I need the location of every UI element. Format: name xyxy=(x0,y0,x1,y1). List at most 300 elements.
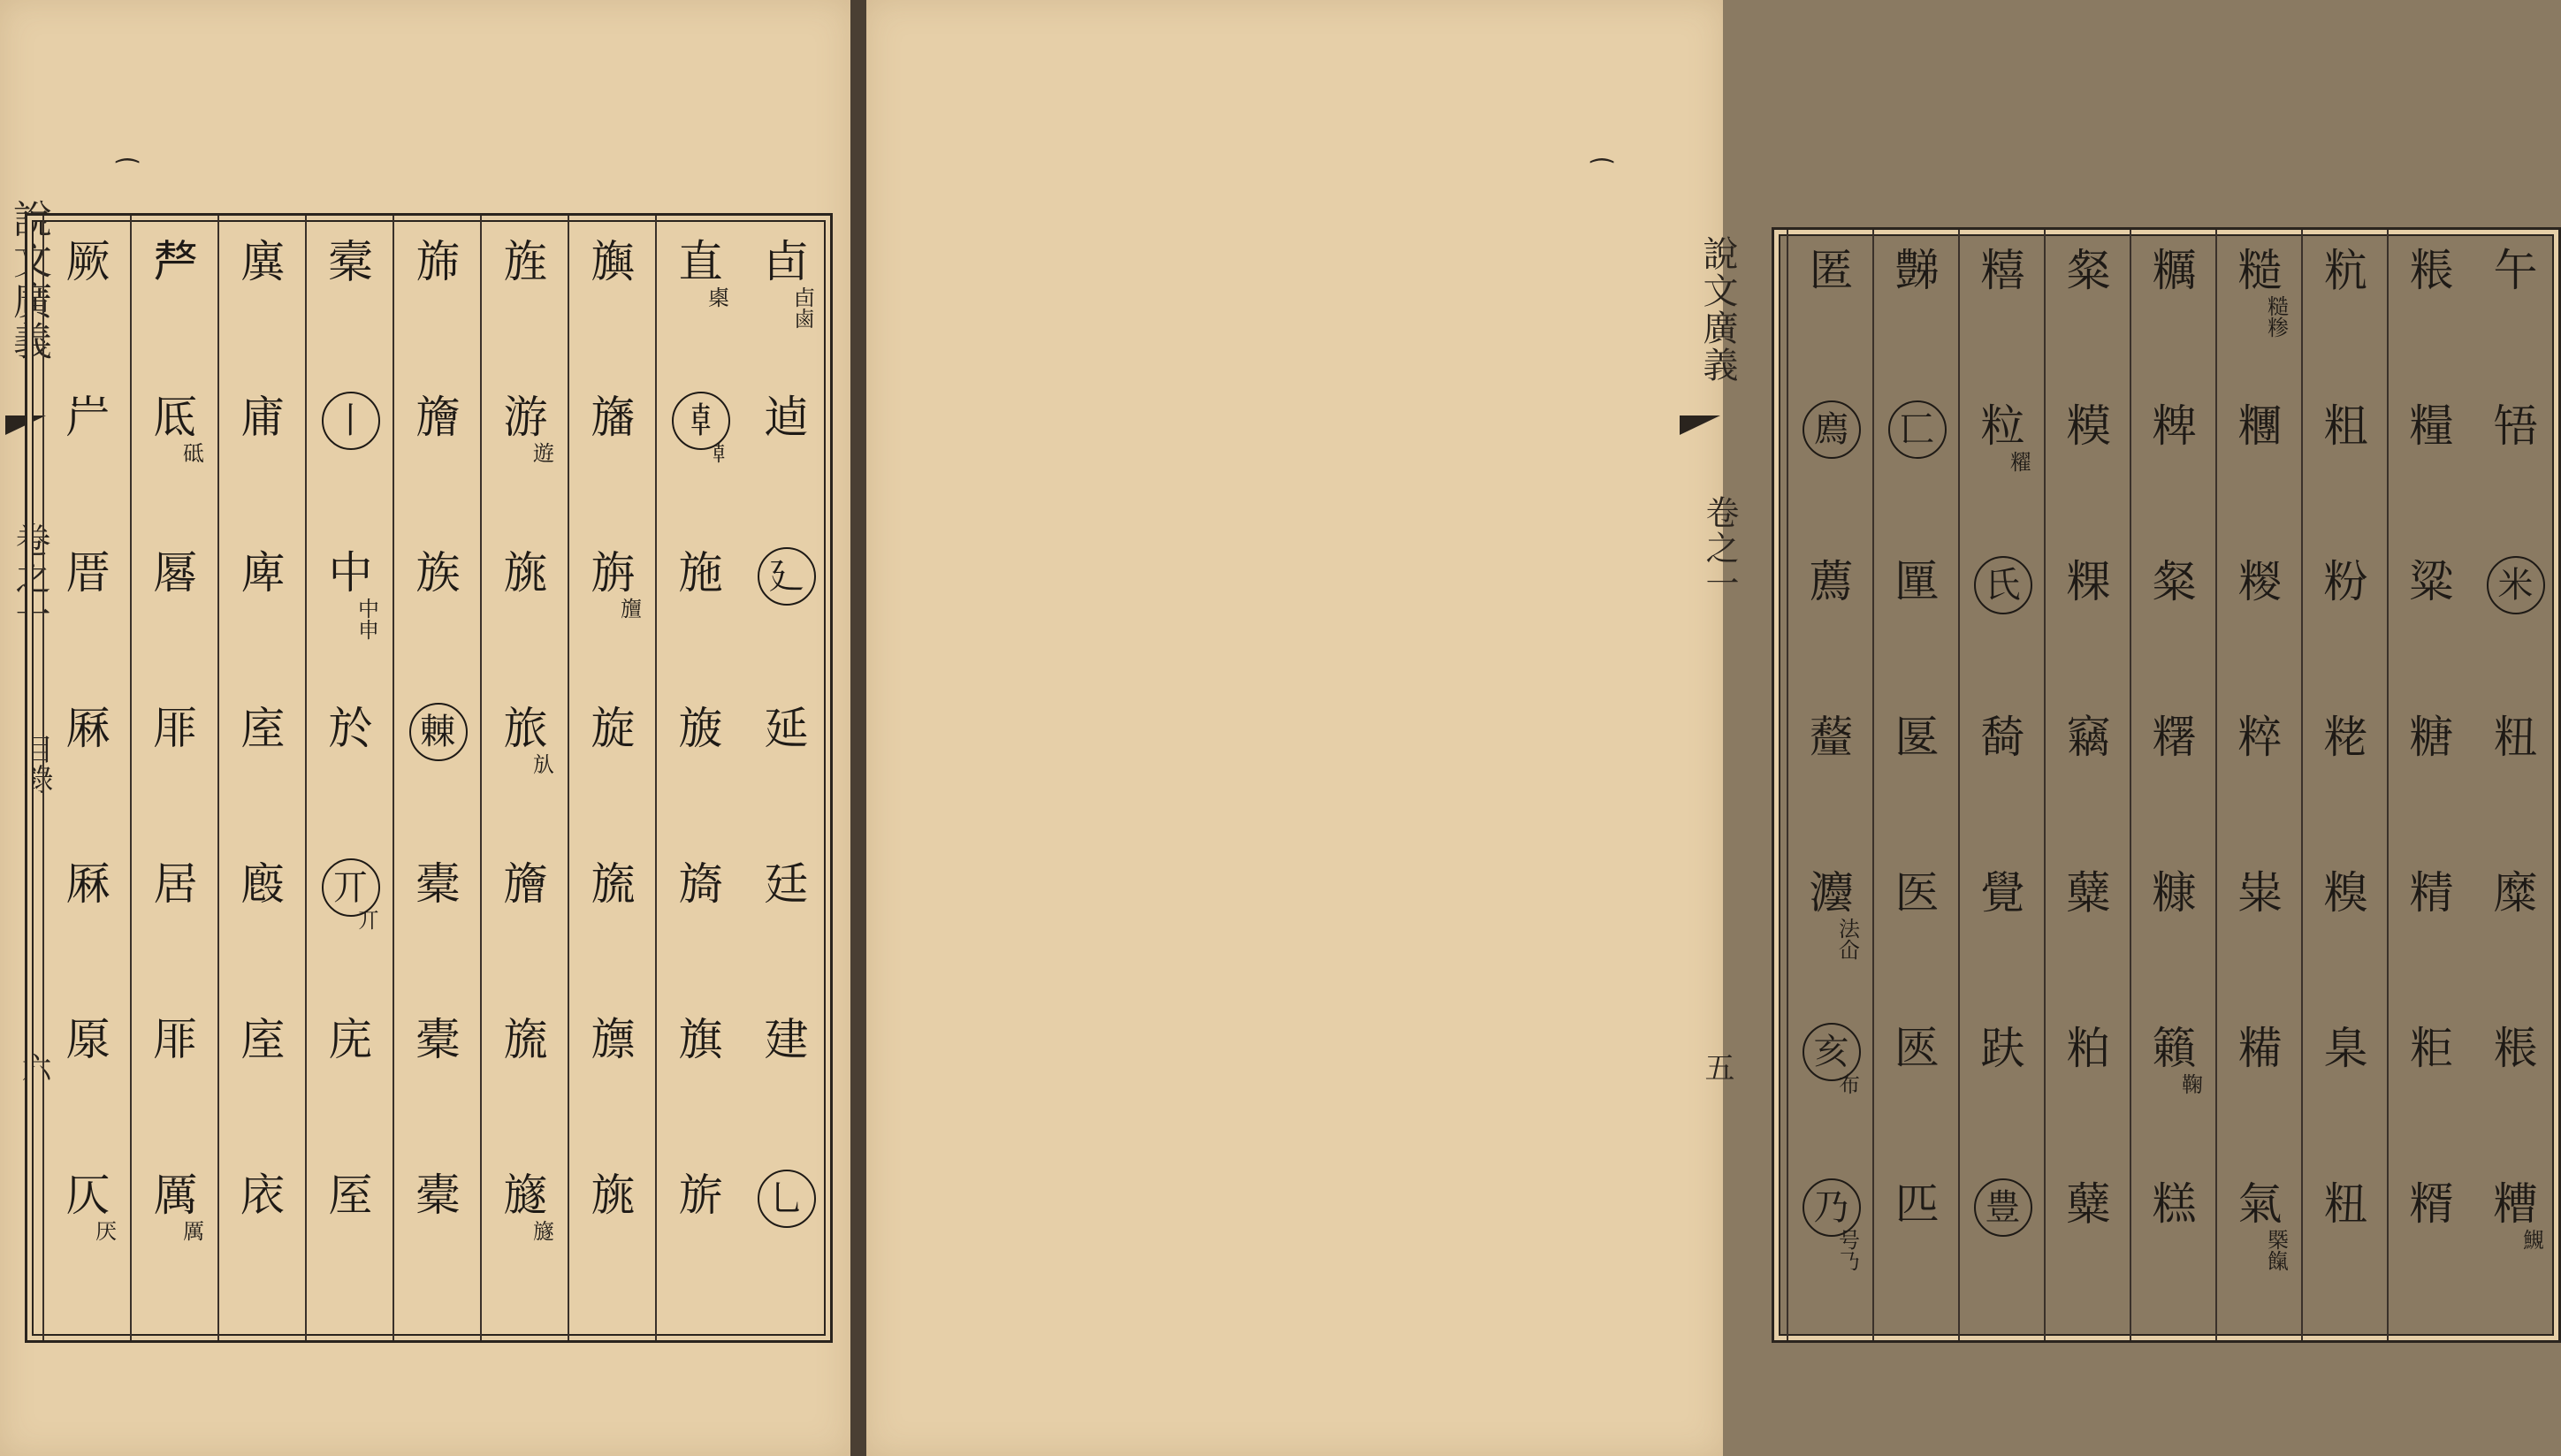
text-column xyxy=(568,216,657,1340)
character-entry xyxy=(394,1169,482,1222)
character-entry xyxy=(2303,1178,2389,1231)
variant-note: 布 xyxy=(1834,1073,1860,1094)
character-entry xyxy=(307,546,394,599)
character-entry xyxy=(657,702,744,755)
character-entry xyxy=(2389,1022,2474,1075)
variant-note: 遊 xyxy=(529,442,554,463)
character: 糈 xyxy=(2409,1178,2454,1230)
right-margin-title: 說文廣義 xyxy=(1697,235,1738,384)
character-entry xyxy=(569,858,657,911)
character-entry xyxy=(2046,866,2131,919)
character: 厡 xyxy=(65,1014,111,1065)
character-entry xyxy=(482,546,569,599)
character: 粗 xyxy=(2323,400,2368,452)
left-margin-volume: 卷之一 xyxy=(10,522,50,633)
character-entry xyxy=(1960,244,2046,297)
variant-note: 号𠄎 xyxy=(1834,1229,1860,1271)
character: 橐 xyxy=(415,858,461,910)
character: 午 xyxy=(2493,245,2538,296)
variant-note: 砥 xyxy=(179,442,204,463)
character: 啎 xyxy=(2493,400,2538,452)
text-column xyxy=(2215,230,2303,1340)
character-entry xyxy=(482,391,569,444)
character-entry xyxy=(743,235,830,288)
text-column xyxy=(2301,230,2389,1340)
character: 旟 xyxy=(591,236,636,287)
character-entry xyxy=(657,1169,744,1222)
character-entry xyxy=(657,546,744,599)
character-entry xyxy=(394,1013,482,1066)
character: 乚 xyxy=(758,1170,816,1228)
character-entry xyxy=(132,235,219,288)
character-entry xyxy=(2046,555,2131,608)
character-entry xyxy=(1874,711,1960,764)
character: 旆 xyxy=(415,236,461,287)
character: 匸 xyxy=(1888,400,1947,459)
character-entry xyxy=(2217,1022,2303,1075)
character: 粱 xyxy=(2409,556,2454,607)
character-entry xyxy=(569,1013,657,1066)
character: 施 xyxy=(678,547,723,598)
character-entry xyxy=(132,1013,219,1066)
character: 粺 xyxy=(2152,400,2197,452)
character: 庑 xyxy=(328,1014,373,1065)
character-entry xyxy=(2473,711,2558,764)
character: 籟 xyxy=(2152,1023,2197,1074)
radical-heading xyxy=(1788,1178,1874,1237)
character-entry xyxy=(1874,244,1960,297)
variant-note: 法仚 xyxy=(1834,918,1860,960)
character: 趺 xyxy=(1980,1023,2025,1074)
character: 粲 xyxy=(2066,245,2111,296)
radical-heading xyxy=(657,391,744,450)
character: 粔 xyxy=(2409,1023,2454,1074)
character: 糕 xyxy=(2152,1178,2197,1230)
left-stitch-mark: ⁀ xyxy=(117,159,139,190)
character: 粩 xyxy=(2323,712,2368,763)
radical-heading xyxy=(307,858,394,917)
variant-note: 卣鹵 xyxy=(789,286,815,329)
character: 覺 xyxy=(1980,867,2025,919)
character: 旞 xyxy=(503,1170,548,1221)
variant-note: 㫃 xyxy=(529,753,554,774)
character: 橐 xyxy=(415,1014,461,1065)
character-entry xyxy=(1874,866,1960,919)
character-entry xyxy=(2046,244,2131,297)
character-entry xyxy=(743,702,830,755)
character-entry xyxy=(1788,244,1874,297)
character: 厤 xyxy=(65,703,111,754)
character-entry xyxy=(1874,1022,1960,1075)
character: 粕 xyxy=(2066,1023,2111,1074)
text-column xyxy=(305,216,394,1340)
character-entry xyxy=(2473,400,2558,453)
character: 丨 xyxy=(322,392,380,450)
character-entry xyxy=(1788,711,1874,764)
character-entry xyxy=(1960,400,2046,453)
character: 糵 xyxy=(2066,867,2111,919)
right-stitch-mark: ⁀ xyxy=(1591,159,1613,190)
character-entry xyxy=(44,391,132,444)
character-entry xyxy=(743,391,830,444)
character: 𠩺 xyxy=(153,236,198,287)
character-entry xyxy=(2473,1178,2558,1231)
text-column xyxy=(2044,230,2131,1340)
character: 厥 xyxy=(65,236,111,287)
character: 糬 xyxy=(2152,712,2197,763)
character: 乃 xyxy=(1803,1178,1861,1237)
character: 旛 xyxy=(591,392,636,443)
character: 仄 xyxy=(65,1170,111,1221)
character: 粻 xyxy=(2409,245,2454,296)
character-entry xyxy=(569,546,657,599)
character-entry xyxy=(2303,555,2389,608)
character-entry xyxy=(2046,1178,2131,1231)
character: 庳 xyxy=(240,547,286,598)
character: 屵 xyxy=(65,392,111,443)
right-text-frame xyxy=(1772,227,2561,1343)
left-text-frame xyxy=(25,213,833,1343)
character-entry xyxy=(2303,866,2389,919)
character: 粿 xyxy=(2066,556,2111,607)
character-entry xyxy=(2131,244,2217,297)
character-entry xyxy=(2389,711,2474,764)
character: 旚 xyxy=(591,1014,636,1065)
character-entry xyxy=(307,702,394,755)
text-column xyxy=(130,216,219,1340)
character: 氣 xyxy=(2237,1178,2283,1230)
character: 廷 xyxy=(764,858,809,910)
character: 糙 xyxy=(2237,245,2283,296)
character: 灋 xyxy=(1809,867,1854,919)
character: 旒 xyxy=(503,1014,548,1065)
character-entry xyxy=(394,858,482,911)
character-entry xyxy=(2217,244,2303,297)
character: 旒 xyxy=(591,858,636,910)
character: 廙 xyxy=(240,236,286,287)
character: 中 xyxy=(328,547,373,598)
character-entry xyxy=(394,391,482,444)
character-entry xyxy=(394,235,482,288)
character: 廏 xyxy=(240,858,286,910)
character: 旐 xyxy=(503,547,548,598)
character: 厲 xyxy=(153,1170,198,1221)
character: 直 xyxy=(678,236,723,287)
character-entry xyxy=(482,235,569,288)
character: 於 xyxy=(328,703,373,754)
character-entry xyxy=(2131,1022,2217,1075)
character: 旋 xyxy=(591,703,636,754)
character-entry xyxy=(1874,1178,1960,1231)
character: 旐 xyxy=(591,1170,636,1221)
character: 庯 xyxy=(240,392,286,443)
character-entry xyxy=(307,235,394,288)
character: 氏 xyxy=(1974,556,2032,614)
text-column xyxy=(1787,230,1874,1340)
character: 廌 xyxy=(1803,400,1861,459)
character-entry xyxy=(2046,1022,2131,1075)
text-column xyxy=(217,216,307,1340)
character: 橐 xyxy=(415,1170,461,1221)
text-column xyxy=(2387,230,2474,1340)
character: 粒 xyxy=(1980,400,2025,452)
character-entry xyxy=(482,702,569,755)
character: 米 xyxy=(2487,556,2545,614)
radical-heading xyxy=(1960,1178,2046,1237)
character: 旝 xyxy=(415,392,461,443)
character-entry xyxy=(657,1013,744,1066)
character: 臬 xyxy=(2323,1023,2368,1074)
left-page xyxy=(0,0,850,1456)
character: 糉 xyxy=(2237,556,2283,607)
radical-heading xyxy=(394,702,482,761)
variant-note: 䊮 xyxy=(2006,451,2031,472)
character-entry xyxy=(482,1169,569,1222)
character: 延 xyxy=(764,703,809,754)
character: 粻 xyxy=(2493,1023,2538,1074)
character-entry xyxy=(2389,1178,2474,1231)
character-entry xyxy=(1874,555,1960,608)
character-entry xyxy=(2131,555,2217,608)
character-entry xyxy=(2131,400,2217,453)
character: 粈 xyxy=(2493,712,2538,763)
character-entry xyxy=(2389,555,2474,608)
character-entry xyxy=(1960,1022,2046,1075)
character-entry xyxy=(569,1169,657,1222)
character-entry xyxy=(219,1169,307,1222)
character-entry xyxy=(44,702,132,755)
character-entry xyxy=(2473,244,2558,297)
character-entry xyxy=(2217,1178,2303,1231)
character-entry xyxy=(219,391,307,444)
character-entry xyxy=(44,1013,132,1066)
character-entry xyxy=(2217,555,2303,608)
character: 糗 xyxy=(2323,867,2368,919)
radical-heading xyxy=(1960,555,2046,614)
character-entry xyxy=(1960,866,2046,919)
character-entry xyxy=(2389,244,2474,297)
character: 旇 xyxy=(678,703,723,754)
character: 旅 xyxy=(503,703,548,754)
variant-note: 旞 xyxy=(529,1220,554,1241)
radical-heading xyxy=(2473,555,2558,614)
character: 糧 xyxy=(2409,400,2454,452)
character-entry xyxy=(2303,244,2389,297)
character-entry xyxy=(569,391,657,444)
character: 粹 xyxy=(2237,712,2283,763)
character: 庢 xyxy=(240,703,286,754)
character-entry xyxy=(219,702,307,755)
character: 旃 xyxy=(591,547,636,598)
character-entry xyxy=(132,858,219,911)
text-column xyxy=(655,216,744,1340)
character-entry xyxy=(2046,400,2131,453)
character: 糟 xyxy=(2493,1178,2538,1230)
character-entry xyxy=(743,858,830,911)
character: 丌 xyxy=(322,858,380,917)
variant-note: 鞠 xyxy=(2177,1073,2203,1094)
character-entry xyxy=(2473,1022,2558,1075)
character: 厎 xyxy=(153,392,198,443)
variant-note: 厌 xyxy=(91,1220,117,1241)
character: 旂 xyxy=(678,1170,723,1221)
character-entry xyxy=(482,858,569,911)
character-entry xyxy=(743,1013,830,1066)
text-column xyxy=(1872,230,1960,1340)
character: 卣 xyxy=(764,236,809,287)
character: 薦 xyxy=(1809,556,1854,607)
character-entry xyxy=(44,546,132,599)
character: 糜 xyxy=(2493,867,2538,919)
variant-note: 中申 xyxy=(354,598,379,640)
character-entry xyxy=(132,702,219,755)
radical-heading xyxy=(307,391,394,450)
character: 庡 xyxy=(240,1170,286,1221)
variant-note: 糙糁 xyxy=(2263,295,2289,338)
right-page xyxy=(866,0,2544,1456)
character: 旗 xyxy=(678,1014,723,1065)
character-entry xyxy=(569,702,657,755)
character-entry xyxy=(307,1169,394,1222)
character-entry xyxy=(2389,866,2474,919)
character-entry xyxy=(2217,866,2303,919)
character: 厤 xyxy=(65,858,111,910)
character-entry xyxy=(394,546,482,599)
character-entry xyxy=(219,1013,307,1066)
text-column xyxy=(480,216,569,1340)
text-column xyxy=(1958,230,2046,1340)
character-entry xyxy=(657,858,744,911)
character: 糵 xyxy=(2066,1178,2111,1230)
character-entry xyxy=(2217,400,2303,453)
character: 粉 xyxy=(2323,556,2368,607)
left-margin-title: 說文廣義 xyxy=(6,199,51,362)
character: 旖 xyxy=(678,858,723,910)
character: 糖 xyxy=(2409,712,2454,763)
radical-heading xyxy=(1874,400,1960,459)
book-gutter xyxy=(850,0,866,1456)
character-entry xyxy=(2303,1022,2389,1075)
radical-heading xyxy=(1788,1022,1874,1081)
character: 族 xyxy=(415,547,461,598)
character-entry xyxy=(1788,866,1874,919)
character: 糢 xyxy=(2066,400,2111,452)
character-entry xyxy=(2473,866,2558,919)
character-entry xyxy=(219,858,307,911)
character-entry xyxy=(44,235,132,288)
character: 庢 xyxy=(240,1014,286,1065)
radical-heading xyxy=(743,546,830,606)
character-entry xyxy=(2303,711,2389,764)
character: 𠦝 xyxy=(672,392,730,450)
character-entry xyxy=(482,1013,569,1066)
character-entry xyxy=(307,1013,394,1066)
character: 𧄚 xyxy=(1809,712,1854,763)
radical-heading xyxy=(743,1169,830,1228)
variant-note: 䲅 xyxy=(2519,1229,2544,1250)
right-margin-page-number: 五 xyxy=(1699,1052,1734,1082)
character: 厬 xyxy=(153,547,198,598)
right-fish-tail-mark xyxy=(1680,415,1720,435)
character: 糲 xyxy=(2152,245,2197,296)
character: 旝 xyxy=(503,858,548,910)
character-entry xyxy=(1960,711,2046,764)
character-entry xyxy=(2217,711,2303,764)
character: 粲 xyxy=(2152,556,2197,607)
character-entry xyxy=(219,546,307,599)
left-margin-page-number: 六 xyxy=(16,1052,51,1082)
character: 厝 xyxy=(65,547,111,598)
left-margin-section: 目錄 xyxy=(18,734,53,794)
character-entry xyxy=(657,235,744,288)
character: 厞 xyxy=(153,703,198,754)
character-entry xyxy=(132,1169,219,1222)
variant-note: 丌 xyxy=(354,909,379,930)
character: 粇 xyxy=(2323,245,2368,296)
character: 亥 xyxy=(1803,1023,1861,1081)
character: 粈 xyxy=(2323,1178,2368,1230)
character: 厔 xyxy=(328,1170,373,1221)
variant-note: 旜 xyxy=(616,598,642,619)
radical-heading xyxy=(1788,400,1874,459)
character: 䭲 xyxy=(1980,712,2025,763)
character: 匹 xyxy=(1894,1178,1940,1230)
text-column xyxy=(743,216,830,1340)
character: 匽 xyxy=(1894,712,1940,763)
character-entry xyxy=(44,1169,132,1222)
character-entry xyxy=(2131,1178,2217,1231)
character: 糦 xyxy=(1980,245,2025,296)
character-entry xyxy=(2303,400,2389,453)
character: 糠 xyxy=(2152,867,2197,919)
character-entry xyxy=(2389,400,2474,453)
text-column xyxy=(2473,230,2558,1340)
character: 居 xyxy=(153,858,198,910)
character: 竊 xyxy=(2066,712,2111,763)
variant-note: 厲 xyxy=(179,1220,204,1241)
variant-note: 槩餼 xyxy=(2263,1229,2289,1271)
character: 逌 xyxy=(764,392,809,443)
character-entry xyxy=(132,546,219,599)
character: 医 xyxy=(1894,867,1940,919)
variant-note: 㮚 xyxy=(704,286,729,308)
character: 建 xyxy=(764,1014,809,1065)
character: 豊 xyxy=(1974,1178,2032,1237)
text-column xyxy=(2130,230,2217,1340)
character: 旌 xyxy=(503,236,548,287)
character: 豑 xyxy=(1894,245,1940,296)
character: 匿 xyxy=(1809,245,1854,296)
character: 槖 xyxy=(328,236,373,287)
character: 粜 xyxy=(2237,867,2283,919)
character: 游 xyxy=(503,392,548,443)
right-margin-volume: 卷之一 xyxy=(1700,495,1739,601)
character: 㯥 xyxy=(409,703,468,761)
character-entry xyxy=(569,235,657,288)
character: 匧 xyxy=(1894,1023,1940,1074)
text-column xyxy=(42,216,132,1340)
character: 廴 xyxy=(758,547,816,606)
character-entry xyxy=(219,235,307,288)
character: 精 xyxy=(2409,867,2454,919)
character: 厞 xyxy=(153,1014,198,1065)
text-column xyxy=(393,216,482,1340)
character: 匰 xyxy=(1894,556,1940,607)
character-entry xyxy=(44,858,132,911)
character-entry xyxy=(2131,711,2217,764)
variant-note: 𠦝 xyxy=(704,442,729,463)
character-entry xyxy=(2131,866,2217,919)
